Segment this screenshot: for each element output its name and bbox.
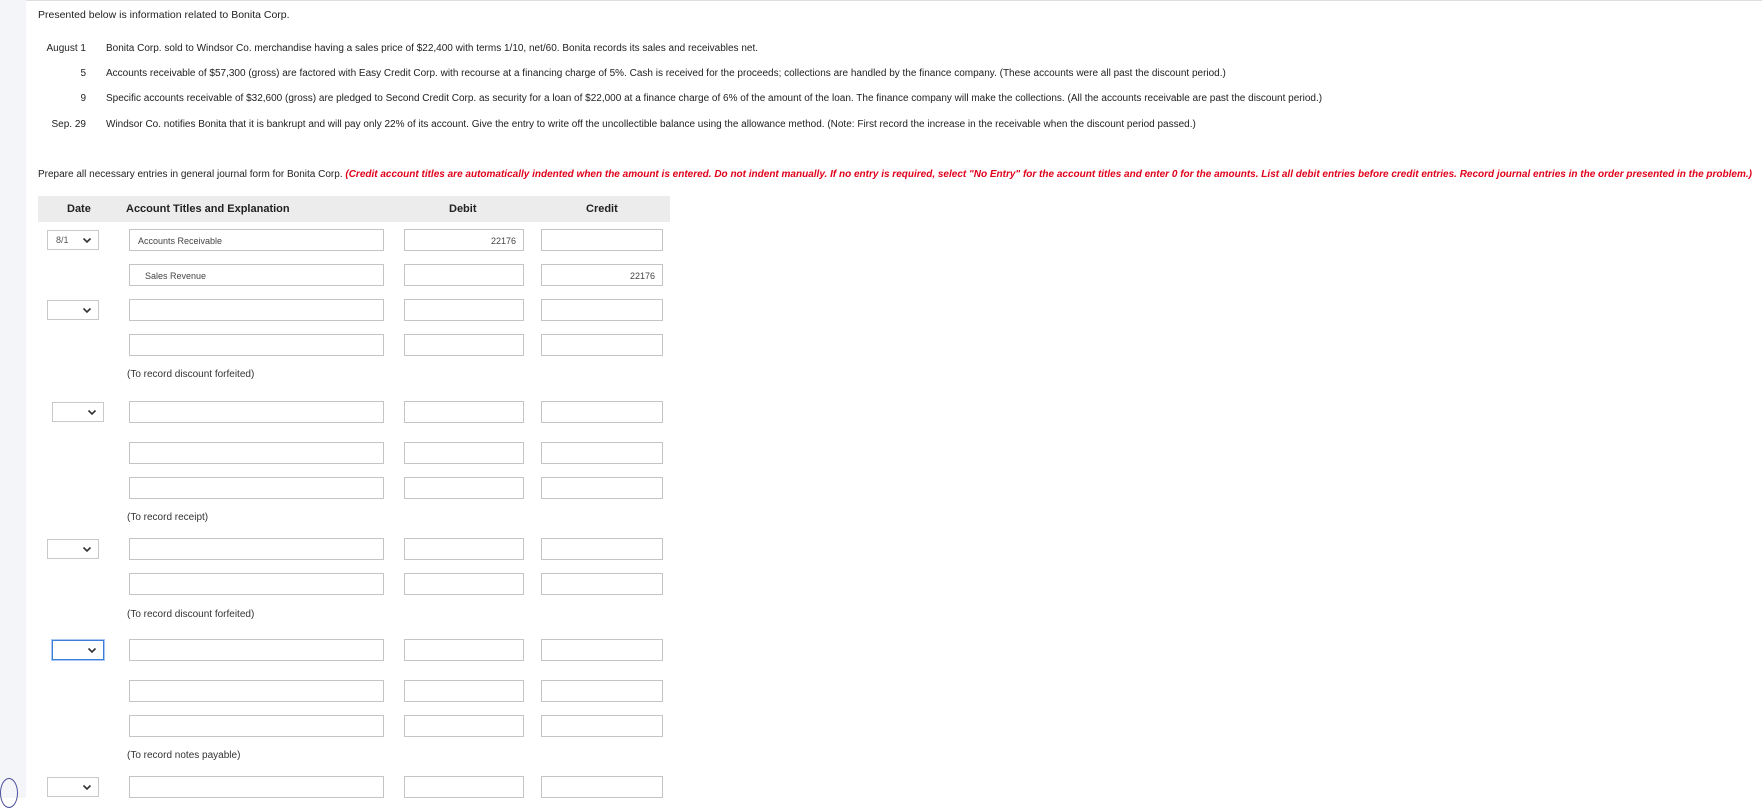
header-account: Account Titles and Explanation [126, 203, 290, 215]
transaction-date: 5 [80, 68, 86, 79]
chevron-down-icon [81, 781, 93, 793]
chevron-down-icon [81, 543, 93, 555]
chevron-down-icon [86, 644, 98, 656]
account-title-input[interactable] [129, 573, 384, 595]
entry-explanation: (To record notes payable) [127, 750, 241, 761]
date-select[interactable] [52, 640, 104, 660]
transaction-text: Bonita Corp. sold to Windsor Co. merchandise having a sales price of $22,400 with terms 1/10, net/60. Bonita records its sales and receivables net. [106, 43, 759, 54]
debit-input[interactable] [404, 401, 524, 423]
top-divider [26, 0, 1762, 1]
chevron-down-icon [86, 406, 98, 418]
debit-input[interactable] [404, 264, 524, 286]
account-title-input[interactable]: Accounts Receivable [129, 229, 384, 251]
help-icon[interactable] [0, 778, 18, 808]
debit-input[interactable] [404, 442, 524, 464]
credit-input[interactable] [541, 299, 663, 321]
account-title-input[interactable]: Sales Revenue [129, 264, 384, 286]
entry-explanation: (To record receipt) [127, 512, 209, 523]
date-select-value: 8/1 [56, 235, 69, 245]
account-title-input[interactable] [129, 538, 384, 560]
header-credit: Credit [586, 203, 618, 215]
journal-table-header [38, 196, 670, 222]
credit-input[interactable] [541, 334, 663, 356]
account-title-input[interactable] [129, 639, 384, 661]
intro-text: Presented below is information related to Bonita Corp. [38, 9, 290, 21]
transaction-date: Sep. 29 [51, 119, 86, 130]
debit-input[interactable] [404, 639, 524, 661]
account-title-input[interactable] [129, 299, 384, 321]
header-debit: Debit [449, 203, 477, 215]
credit-input[interactable] [541, 401, 663, 423]
debit-input[interactable] [404, 573, 524, 595]
debit-input[interactable] [404, 299, 524, 321]
account-title-input[interactable] [129, 477, 384, 499]
credit-input[interactable] [541, 442, 663, 464]
date-select[interactable] [47, 539, 99, 559]
account-title-input[interactable] [129, 680, 384, 702]
credit-input[interactable] [541, 477, 663, 499]
credit-input[interactable] [541, 538, 663, 560]
credit-input[interactable] [541, 229, 663, 251]
account-title-input[interactable] [129, 715, 384, 737]
debit-input[interactable] [404, 538, 524, 560]
account-title-input[interactable] [129, 334, 384, 356]
header-date: Date [67, 203, 91, 215]
debit-input[interactable]: 22176 [404, 229, 524, 251]
debit-input[interactable] [404, 715, 524, 737]
debit-input[interactable] [404, 776, 524, 798]
transaction-text: Windsor Co. notifies Bonita that it is bankrupt and will pay only 22% of its account. Give the entry to write off the uncollectible balance using the allowance method. (Note: First record the increase in the receivable when the discount period passed.) [106, 119, 1196, 130]
transaction-text: Accounts receivable of $57,300 (gross) are factored with Easy Credit Corp. with recourse at a financing charge of 5%. Cash is received for the proceeds; collections are handled by the finance company. (These accounts were all past the discount period.) [106, 68, 1226, 79]
left-rail [0, 0, 26, 798]
date-select[interactable] [47, 230, 99, 250]
debit-input[interactable] [404, 334, 524, 356]
credit-input[interactable] [541, 573, 663, 595]
credit-input[interactable] [541, 639, 663, 661]
date-select[interactable] [47, 777, 99, 797]
transaction-row [38, 43, 1538, 57]
chevron-down-icon [81, 234, 93, 246]
credit-input[interactable] [541, 680, 663, 702]
transaction-date: August 1 [46, 43, 86, 54]
date-select[interactable] [47, 300, 99, 320]
transaction-row [38, 68, 1538, 82]
transaction-date: 9 [80, 93, 86, 104]
debit-input[interactable] [404, 477, 524, 499]
account-title-input[interactable] [129, 401, 384, 423]
credit-input[interactable] [541, 715, 663, 737]
instructions [38, 169, 1752, 180]
credit-input[interactable] [541, 776, 663, 798]
transaction-row [38, 93, 1538, 107]
debit-input[interactable] [404, 680, 524, 702]
entry-explanation: (To record discount forfeited) [127, 369, 255, 380]
transaction-text: Specific accounts receivable of $32,600 (gross) are pledged to Second Credit Corp. as security for a loan of $22,000 at a finance charge of 6% of the amount of the loan. The finance company will make the collections. (All the accounts receivable are past the discount period.) [106, 93, 1323, 104]
instructions-red: (Credit account titles are automatically indented when the amount is entered. Do not indent manually. If no entry is required, select "No Entry" for the account titles and enter 0 for the amounts. List all debit entries before credit entries. Record journal entries in the order presented in the problem.) [345, 169, 1752, 180]
entry-explanation: (To record discount forfeited) [127, 609, 255, 620]
date-select[interactable] [52, 402, 104, 422]
instructions-plain: Prepare all necessary entries in general journal form for Bonita Corp. [38, 169, 346, 180]
chevron-down-icon [81, 304, 93, 316]
transaction-row [38, 119, 1538, 133]
account-title-input[interactable] [129, 442, 384, 464]
account-title-input[interactable] [129, 776, 384, 798]
credit-input[interactable]: 22176 [541, 264, 663, 286]
